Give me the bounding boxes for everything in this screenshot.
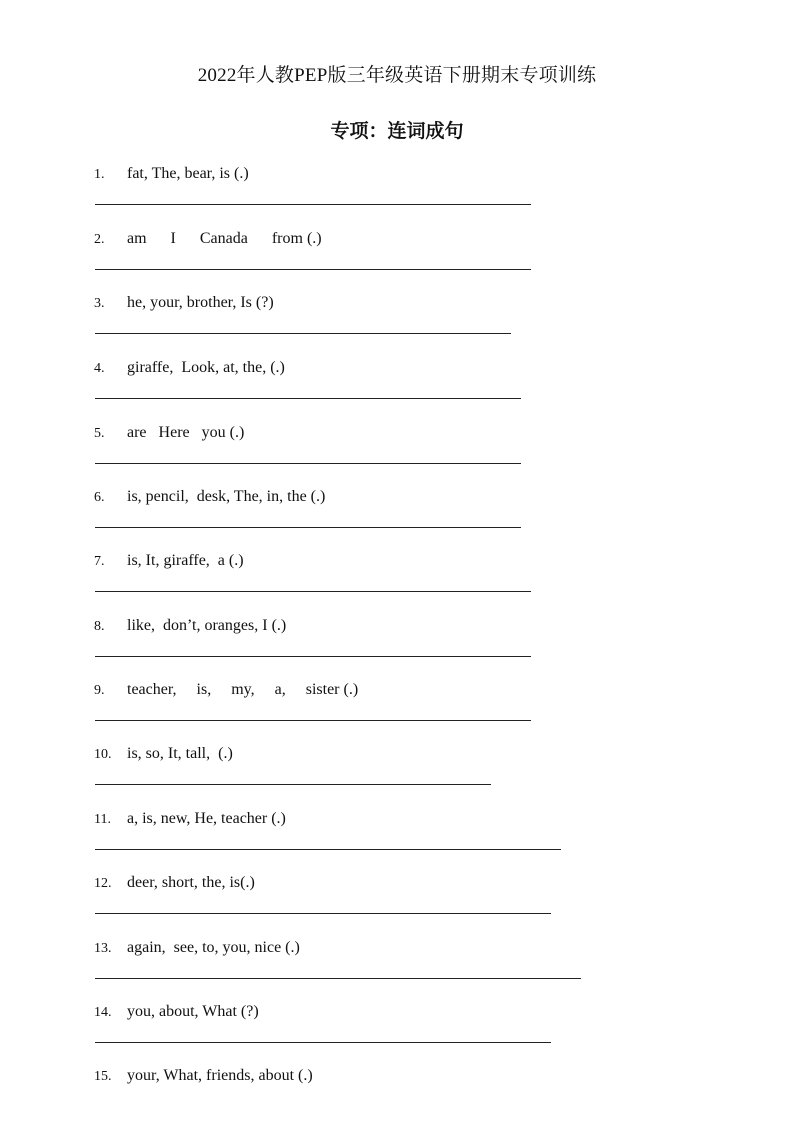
question-words: fat, The, bear, is (.) (127, 165, 249, 182)
answer-line[interactable] (95, 333, 511, 334)
question-prompt (94, 229, 322, 250)
question-prompt (94, 551, 244, 572)
question-number: 14. (94, 1005, 112, 1020)
answer-line[interactable] (95, 527, 521, 528)
question-words: is, so, It, tall, (.) (127, 745, 233, 762)
answer-line[interactable] (95, 656, 531, 657)
question-number: 13. (94, 941, 112, 956)
section-title: 专项：连词成句 (330, 120, 464, 142)
question-words: a, is, new, He, teacher (.) (127, 810, 286, 827)
question-words: like, don’t, oranges, I (.) (127, 617, 287, 634)
question-prompt (94, 487, 325, 508)
question-prompt (94, 1066, 313, 1087)
question-number: 4. (94, 361, 105, 376)
question-number: 12. (94, 876, 112, 891)
answer-line[interactable] (95, 720, 531, 721)
question-words: giraffe, Look, at, the, (.) (127, 359, 285, 376)
question-prompt (94, 164, 249, 185)
question-words: again, see, to, you, nice (.) (127, 939, 300, 956)
question-number: 2. (94, 232, 105, 247)
question-number: 15. (94, 1069, 112, 1084)
question-words: is, It, giraffe, a (.) (127, 552, 244, 569)
question-prompt (94, 873, 255, 894)
question-number: 10. (94, 747, 112, 762)
question-number: 5. (94, 426, 105, 441)
question-number: 8. (94, 619, 105, 634)
question-number: 6. (94, 490, 105, 505)
question-prompt (94, 809, 286, 830)
answer-line[interactable] (95, 1042, 551, 1043)
question-prompt (94, 293, 274, 314)
answer-line[interactable] (95, 269, 531, 270)
question-prompt (94, 358, 285, 379)
question-words: he, your, brother, Is (?) (127, 294, 274, 311)
question-prompt (94, 616, 286, 637)
answer-line[interactable] (95, 204, 531, 205)
answer-line[interactable] (95, 463, 521, 464)
question-words: deer, short, the, is(.) (127, 874, 255, 891)
question-number: 3. (94, 296, 105, 311)
answer-line[interactable] (95, 591, 531, 592)
answer-line[interactable] (95, 784, 491, 785)
question-prompt (94, 744, 233, 765)
question-number: 7. (94, 554, 105, 569)
question-words: am I Canada from (.) (127, 230, 322, 247)
answer-line[interactable] (95, 849, 561, 850)
question-words: you, about, What (?) (127, 1003, 259, 1020)
question-words: teacher, is, my, a, sister (.) (127, 681, 359, 698)
answer-line[interactable] (95, 978, 581, 979)
question-number: 11. (94, 812, 111, 827)
question-words: is, pencil, desk, The, in, the (.) (127, 488, 326, 505)
question-prompt (94, 423, 244, 444)
question-words: your, What, friends, about (.) (127, 1067, 313, 1084)
question-words: are Here you (.) (127, 424, 245, 441)
answer-line[interactable] (95, 398, 521, 399)
page-title: 2022年人教PEP版三年级英语下册期末专项训练 (197, 65, 597, 86)
question-prompt (94, 938, 300, 959)
question-prompt (94, 1002, 259, 1023)
question-prompt (94, 680, 358, 701)
answer-line[interactable] (95, 913, 551, 914)
question-number: 9. (94, 683, 105, 698)
question-number: 1. (94, 167, 105, 182)
